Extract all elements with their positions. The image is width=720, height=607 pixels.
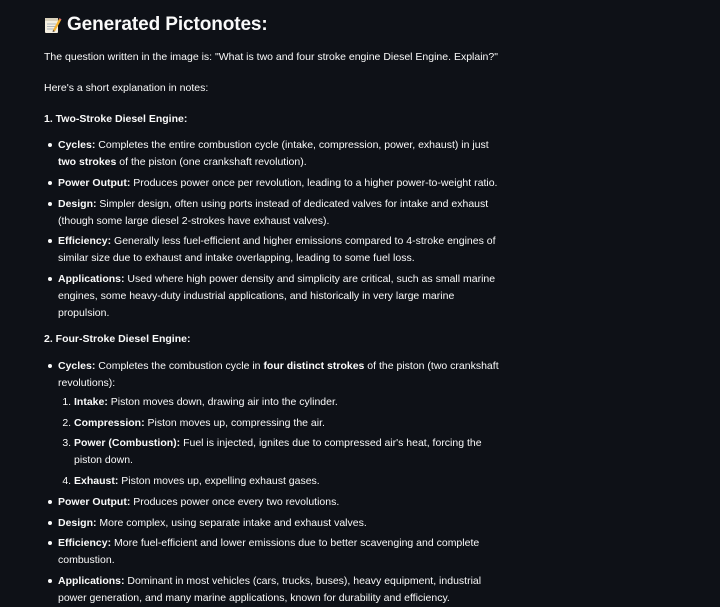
item-label: Cycles: — [58, 139, 96, 152]
step-item — [74, 435, 494, 469]
item-text: Produces power once per revolution, leading to a higher power-to-weight ratio. — [130, 176, 498, 189]
item-label: Power Output: — [58, 176, 131, 189]
list-item — [58, 535, 503, 569]
stroke-steps-list — [58, 394, 503, 490]
item-label: Design: — [58, 516, 97, 529]
step-text: Piston moves up, expelling exhaust gases. — [118, 474, 320, 487]
item-text: Simpler design, often using ports instead of dedicated valves for intake and exhaust (though some large diesel 2-strokes have exhaust valves). — [58, 197, 489, 227]
step-text: Piston moves up, compressing the air. — [144, 416, 325, 429]
item-label: Efficiency: — [58, 235, 112, 248]
step-item — [74, 394, 494, 411]
page-title: Generated Pictonotes: — [67, 13, 268, 35]
item-label: Design: — [58, 197, 97, 210]
section-heading-four-stroke: 2. Four-Stroke Diesel Engine: — [44, 333, 191, 346]
list-item — [58, 358, 503, 490]
list-item — [58, 494, 503, 511]
item-text: Used where high power density and simplicity are critical, such as small marine engines, some heavy-duty industrial applications, and historically in very large marine propulsion. — [58, 272, 496, 319]
step-item — [74, 415, 494, 432]
memo-icon — [44, 16, 61, 34]
item-text: Produces power once every two revolutions. — [130, 495, 340, 508]
item-text: Generally less fuel-efficient and higher emissions compared to 4-stroke engines of similar size due to exhaust and intake overlapping, leading to some fuel loss. — [58, 235, 496, 265]
two-stroke-list — [44, 137, 700, 321]
four-stroke-list — [44, 358, 700, 606]
step-label: Compression: — [74, 416, 145, 429]
item-text: of the piston (one crankshaft revolution). — [116, 156, 307, 169]
item-text: More complex, using separate intake and exhaust valves. — [96, 516, 367, 529]
step-label: Intake: — [74, 395, 108, 408]
question-text: The question written in the image is: "What is two and four stroke engine Diesel Engine. Explain?" — [44, 51, 498, 63]
list-item — [58, 196, 503, 230]
step-label: Power (Combustion): — [74, 437, 181, 450]
item-emphasis: four distinct strokes — [263, 360, 365, 373]
item-label: Applications: — [58, 272, 125, 285]
item-label: Power Output: — [58, 495, 131, 508]
item-text: Completes the combustion cycle in — [95, 360, 264, 373]
list-item — [58, 233, 503, 267]
item-text: More fuel-efficient and lower emissions due to better scavenging and complete combustion. — [58, 537, 480, 567]
item-label: Efficiency: — [58, 537, 112, 550]
step-text: Piston moves down, drawing air into the cylinder. — [107, 395, 338, 408]
item-text: Completes the entire combustion cycle (intake, compression, power, exhaust) in just — [95, 139, 489, 152]
item-text: of the piston (two crankshaft revolutions): — [58, 360, 499, 389]
list-item — [58, 175, 503, 192]
list-item — [58, 137, 503, 171]
list-item — [58, 271, 503, 321]
step-text: Fuel is injected, ignites due to compressed air's heat, forcing the piston down. — [74, 437, 482, 467]
section-heading-two-stroke: 1. Two-Stroke Diesel Engine: — [44, 112, 188, 125]
list-item — [58, 515, 503, 532]
title-row — [44, 11, 700, 39]
intro-text: Here's a short explanation in notes: — [44, 81, 209, 94]
list-item — [58, 573, 503, 607]
step-label: Exhaust: — [74, 474, 119, 487]
item-label: Cycles: — [58, 360, 96, 373]
step-item — [74, 473, 494, 490]
item-text: Dominant in most vehicles (cars, trucks, buses), heavy equipment, industrial power generation, and many marine applications, known for durability and efficiency. — [58, 574, 482, 604]
item-emphasis: two strokes — [58, 156, 117, 169]
item-label: Applications: — [58, 574, 125, 587]
